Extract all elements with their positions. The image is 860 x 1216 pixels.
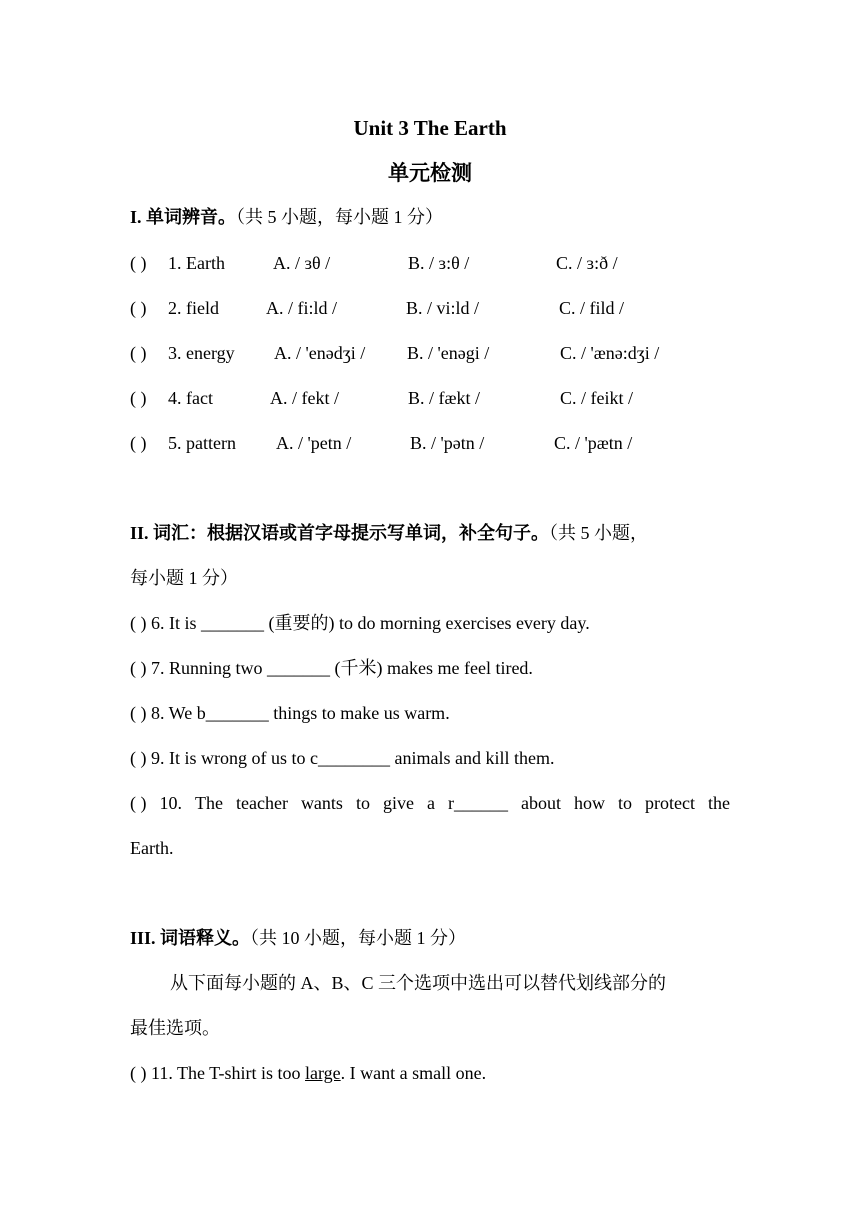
question-text: 8. We b_______ things to make us warm. [151,703,450,723]
option-a: A. / 'enədʒi / [274,343,366,363]
section2-heading: II. 词汇：根据汉语或首字母提示写单词，补全句子。 [130,523,550,543]
question-word: 1. Earth [168,253,225,273]
section2-item [130,746,554,770]
option-b: B. / vi:ld / [406,298,480,318]
option-c: C. / ɜ:ð / [556,253,618,273]
section3-note: （共 10 小题，每小题 1 分） [250,928,467,948]
word: to [355,793,370,813]
answer-blank[interactable]: ( ) [130,793,147,813]
option-a: A. / fekt / [270,388,339,408]
option-b: B. / fækt / [408,388,481,408]
question-word: 3. energy [168,343,235,363]
answer-blank[interactable]: ( ) [130,658,147,678]
option-c: C. / 'pætn / [554,433,633,453]
answer-blank[interactable]: ( ) [130,343,147,363]
word: to [617,793,632,813]
section2-item-10 [130,791,730,815]
underlined-word: large [305,1063,341,1083]
option-a: A. / fi:ld / [266,298,337,318]
section1-heading: I. 单词辨音。 [130,207,237,227]
answer-blank[interactable]: ( ) [130,388,147,408]
word: 10. [159,793,182,813]
question-text-post: . I want a small one. [340,1063,487,1083]
word: give [382,793,414,813]
option-c: C. / feikt / [560,388,633,408]
section1-item [130,296,730,320]
page-title: Unit 3 The Earth [353,116,507,140]
section3-instruction-cont: 最佳选项。 [130,1018,220,1038]
word: how [573,793,605,813]
word: teacher [235,793,288,813]
option-b: B. / ɜ:θ / [408,253,470,273]
section1-header [130,205,443,229]
word: The [195,793,223,813]
word: r______ [447,793,508,813]
word: a [426,793,435,813]
question-text-pre: 11. The T-shirt is too [151,1063,306,1083]
question-word: 4. fact [168,388,213,408]
question-word: 5. pattern [168,433,236,453]
answer-blank[interactable]: ( ) [130,253,147,273]
option-b: B. / 'pətn / [410,433,485,453]
section1-item [130,386,730,410]
section3-heading: III. 词语释义。 [130,928,251,948]
section2-note: （共 5 小题， [549,523,649,543]
section3-header [130,926,466,950]
section1-item [130,341,730,365]
word: about [520,793,561,813]
section2-item [130,656,533,680]
word: wants [300,793,343,813]
section1-note: （共 5 小题，每小题 1 分） [236,207,444,227]
answer-blank[interactable]: ( ) [130,613,147,633]
section2-item [130,611,590,635]
question-text: 7. Running two _______ (千米) makes me feel tired. [151,658,533,678]
answer-blank[interactable]: ( ) [130,748,147,768]
option-c: C. / 'ænə:dʒi / [560,343,660,363]
section3-instruction: 从下面每小题的 A、B、C 三个选项中选出可以替代划线部分的 [170,973,667,993]
option-c: C. / fild / [559,298,625,318]
answer-blank[interactable]: ( ) [130,703,147,723]
option-b: B. / 'enəgi / [407,343,490,363]
option-a: A. / ɜθ / [273,253,331,273]
section2-header [130,521,648,545]
section2-note-cont: 每小题 1 分） [130,568,238,588]
section2-item-10-cont: Earth. [130,838,174,858]
word: the [707,793,730,813]
question-word: 2. field [168,298,219,318]
answer-blank[interactable]: ( ) [130,1063,147,1083]
section1-item [130,431,730,455]
question-text: 9. It is wrong of us to c________ animals and kill them. [151,748,555,768]
question-text: 6. It is _______ (重要的) to do morning exercises every day. [151,613,590,633]
section3-item [130,1061,486,1085]
page-subtitle: 单元检测 [388,161,472,185]
option-a: A. / 'petn / [276,433,352,453]
word: protect [644,793,695,813]
answer-blank[interactable]: ( ) [130,298,147,318]
section1-item [130,251,730,275]
section2-item [130,701,450,725]
answer-blank[interactable]: ( ) [130,433,147,453]
